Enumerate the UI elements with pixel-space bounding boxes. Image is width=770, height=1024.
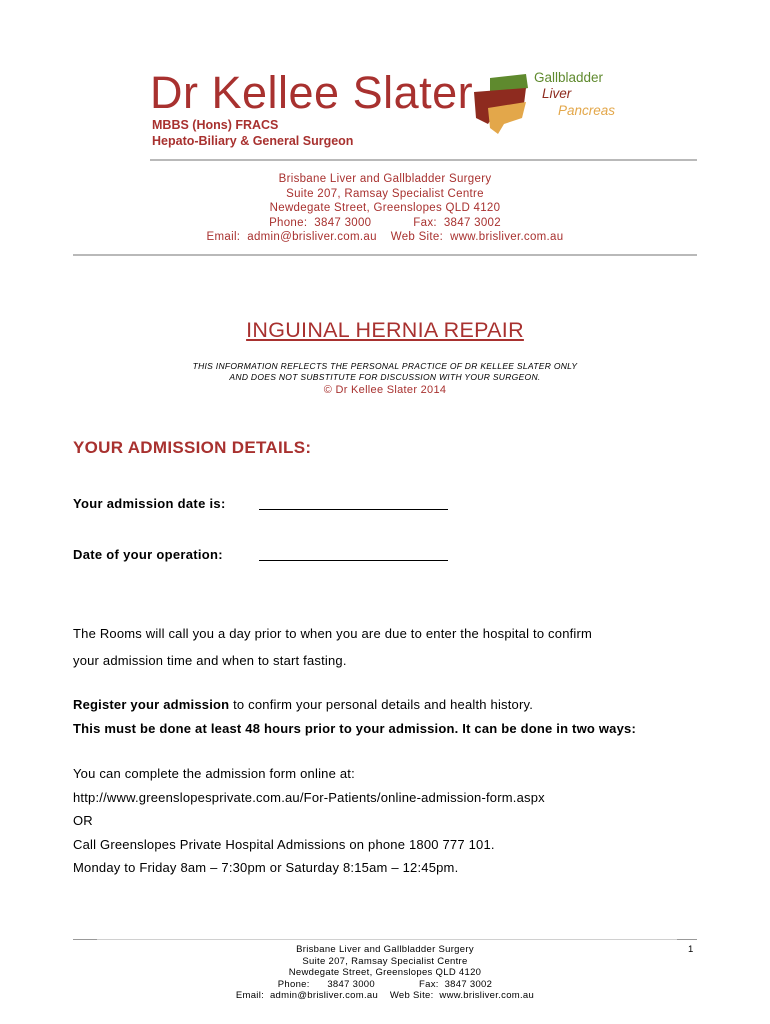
- footer-line-1: Brisbane Liver and Gallbladder Surgery: [296, 944, 474, 955]
- logo-text-pancreas: Pancreas: [558, 103, 616, 118]
- document-title: INGUINAL HERNIA REPAIR: [246, 318, 524, 342]
- contact-line-1: Brisbane Liver and Gallbladder Surgery: [278, 173, 492, 185]
- register-bold: Register your admission: [73, 697, 230, 712]
- organ-logo: [468, 68, 628, 138]
- header-divider-bottom: [73, 254, 697, 256]
- contact-line-3: Newdegate Street, Greenslopes QLD 4120: [269, 202, 501, 214]
- logo-text-liver: Liver: [542, 86, 572, 101]
- disclaimer: [0, 361, 770, 383]
- paragraph-line: your admission time and when to start fasting.: [73, 653, 347, 668]
- call-line: Call Greenslopes Private Hospital Admissions on phone 1800 777 101.: [73, 836, 495, 852]
- operation-date-label: Date of your operation:: [73, 547, 223, 562]
- admission-date-blank[interactable]: [259, 496, 448, 510]
- footer-line-3: Newdegate Street, Greenslopes QLD 4120: [288, 967, 482, 979]
- register-line: [73, 696, 713, 714]
- operation-date-field[interactable]: [73, 547, 223, 562]
- contact-line-4: Phone: 3847 3000 Fax: 3847 3002: [269, 216, 501, 229]
- disclaimer-line-2: AND DOES NOT SUBSTITUTE FOR DISCUSSION WITH YOUR SURGEON.: [229, 372, 541, 382]
- contact-line-2: Suite 207, Ramsay Specialist Centre: [286, 187, 484, 200]
- footer-line-2: Suite 207, Ramsay Specialist Centre: [302, 955, 468, 967]
- operation-date-blank[interactable]: [259, 547, 448, 561]
- footer-line-4: Phone: 3847 3000 Fax: 3847 3002: [277, 978, 493, 990]
- specialty: Hepato-Biliary & General Surgeon: [152, 134, 354, 148]
- footer-contact: [0, 944, 770, 1002]
- copyright: © Dr Kellee Slater 2014: [323, 384, 447, 396]
- logo-text-gallbladder: Gallbladder: [534, 70, 604, 85]
- admission-instructions: [73, 762, 713, 880]
- admission-url-link[interactable]: http://www.greenslopesprivate.com.au/For-Patients/online-admission-form.aspx: [73, 789, 545, 805]
- admission-date-label: Your admission date is:: [73, 496, 226, 511]
- section-heading: YOUR ADMISSION DETAILS:: [73, 438, 312, 457]
- doctor-name: Dr Kellee Slater: [150, 67, 474, 118]
- footer-rule: [97, 939, 677, 940]
- hours-line: Monday to Friday 8am – 7:30pm or Saturday 8:15am – 12:45pm.: [73, 860, 459, 875]
- contact-line-5: Email: admin@brisliver.com.au Web Site: www.brisliver.com.au: [206, 231, 564, 243]
- footer-tick-right: [677, 939, 697, 940]
- disclaimer-line-1: THIS INFORMATION REFLECTS THE PERSONAL PRACTICE OF DR KELLEE SLATER ONLY: [192, 361, 578, 371]
- online-line: You can complete the admission form online at:: [73, 766, 355, 781]
- header-divider-top: [150, 159, 697, 161]
- credentials-block: [152, 117, 353, 149]
- admission-date-field[interactable]: [73, 496, 226, 511]
- organ-logo-icon: [468, 68, 628, 138]
- page-number: 1: [688, 944, 694, 955]
- must-be-done-line: This must be done at least 48 hours prior to your admission. It can be done in two ways:: [73, 721, 636, 736]
- register-rest: to confirm your personal details and health history.: [229, 697, 534, 712]
- footer-tick-left: [73, 939, 97, 940]
- or-line: OR: [73, 813, 93, 828]
- contact-block: [0, 172, 770, 245]
- paragraph-rooms-call: [73, 620, 713, 674]
- footer-line-5: Email: admin@brisliver.com.au Web Site: www.brisliver.com.au: [235, 990, 535, 1002]
- paragraph-line: The Rooms will call you a day prior to when you are due to enter the hospital to confirm: [73, 626, 593, 641]
- credentials: MBBS (Hons) FRACS: [152, 118, 279, 132]
